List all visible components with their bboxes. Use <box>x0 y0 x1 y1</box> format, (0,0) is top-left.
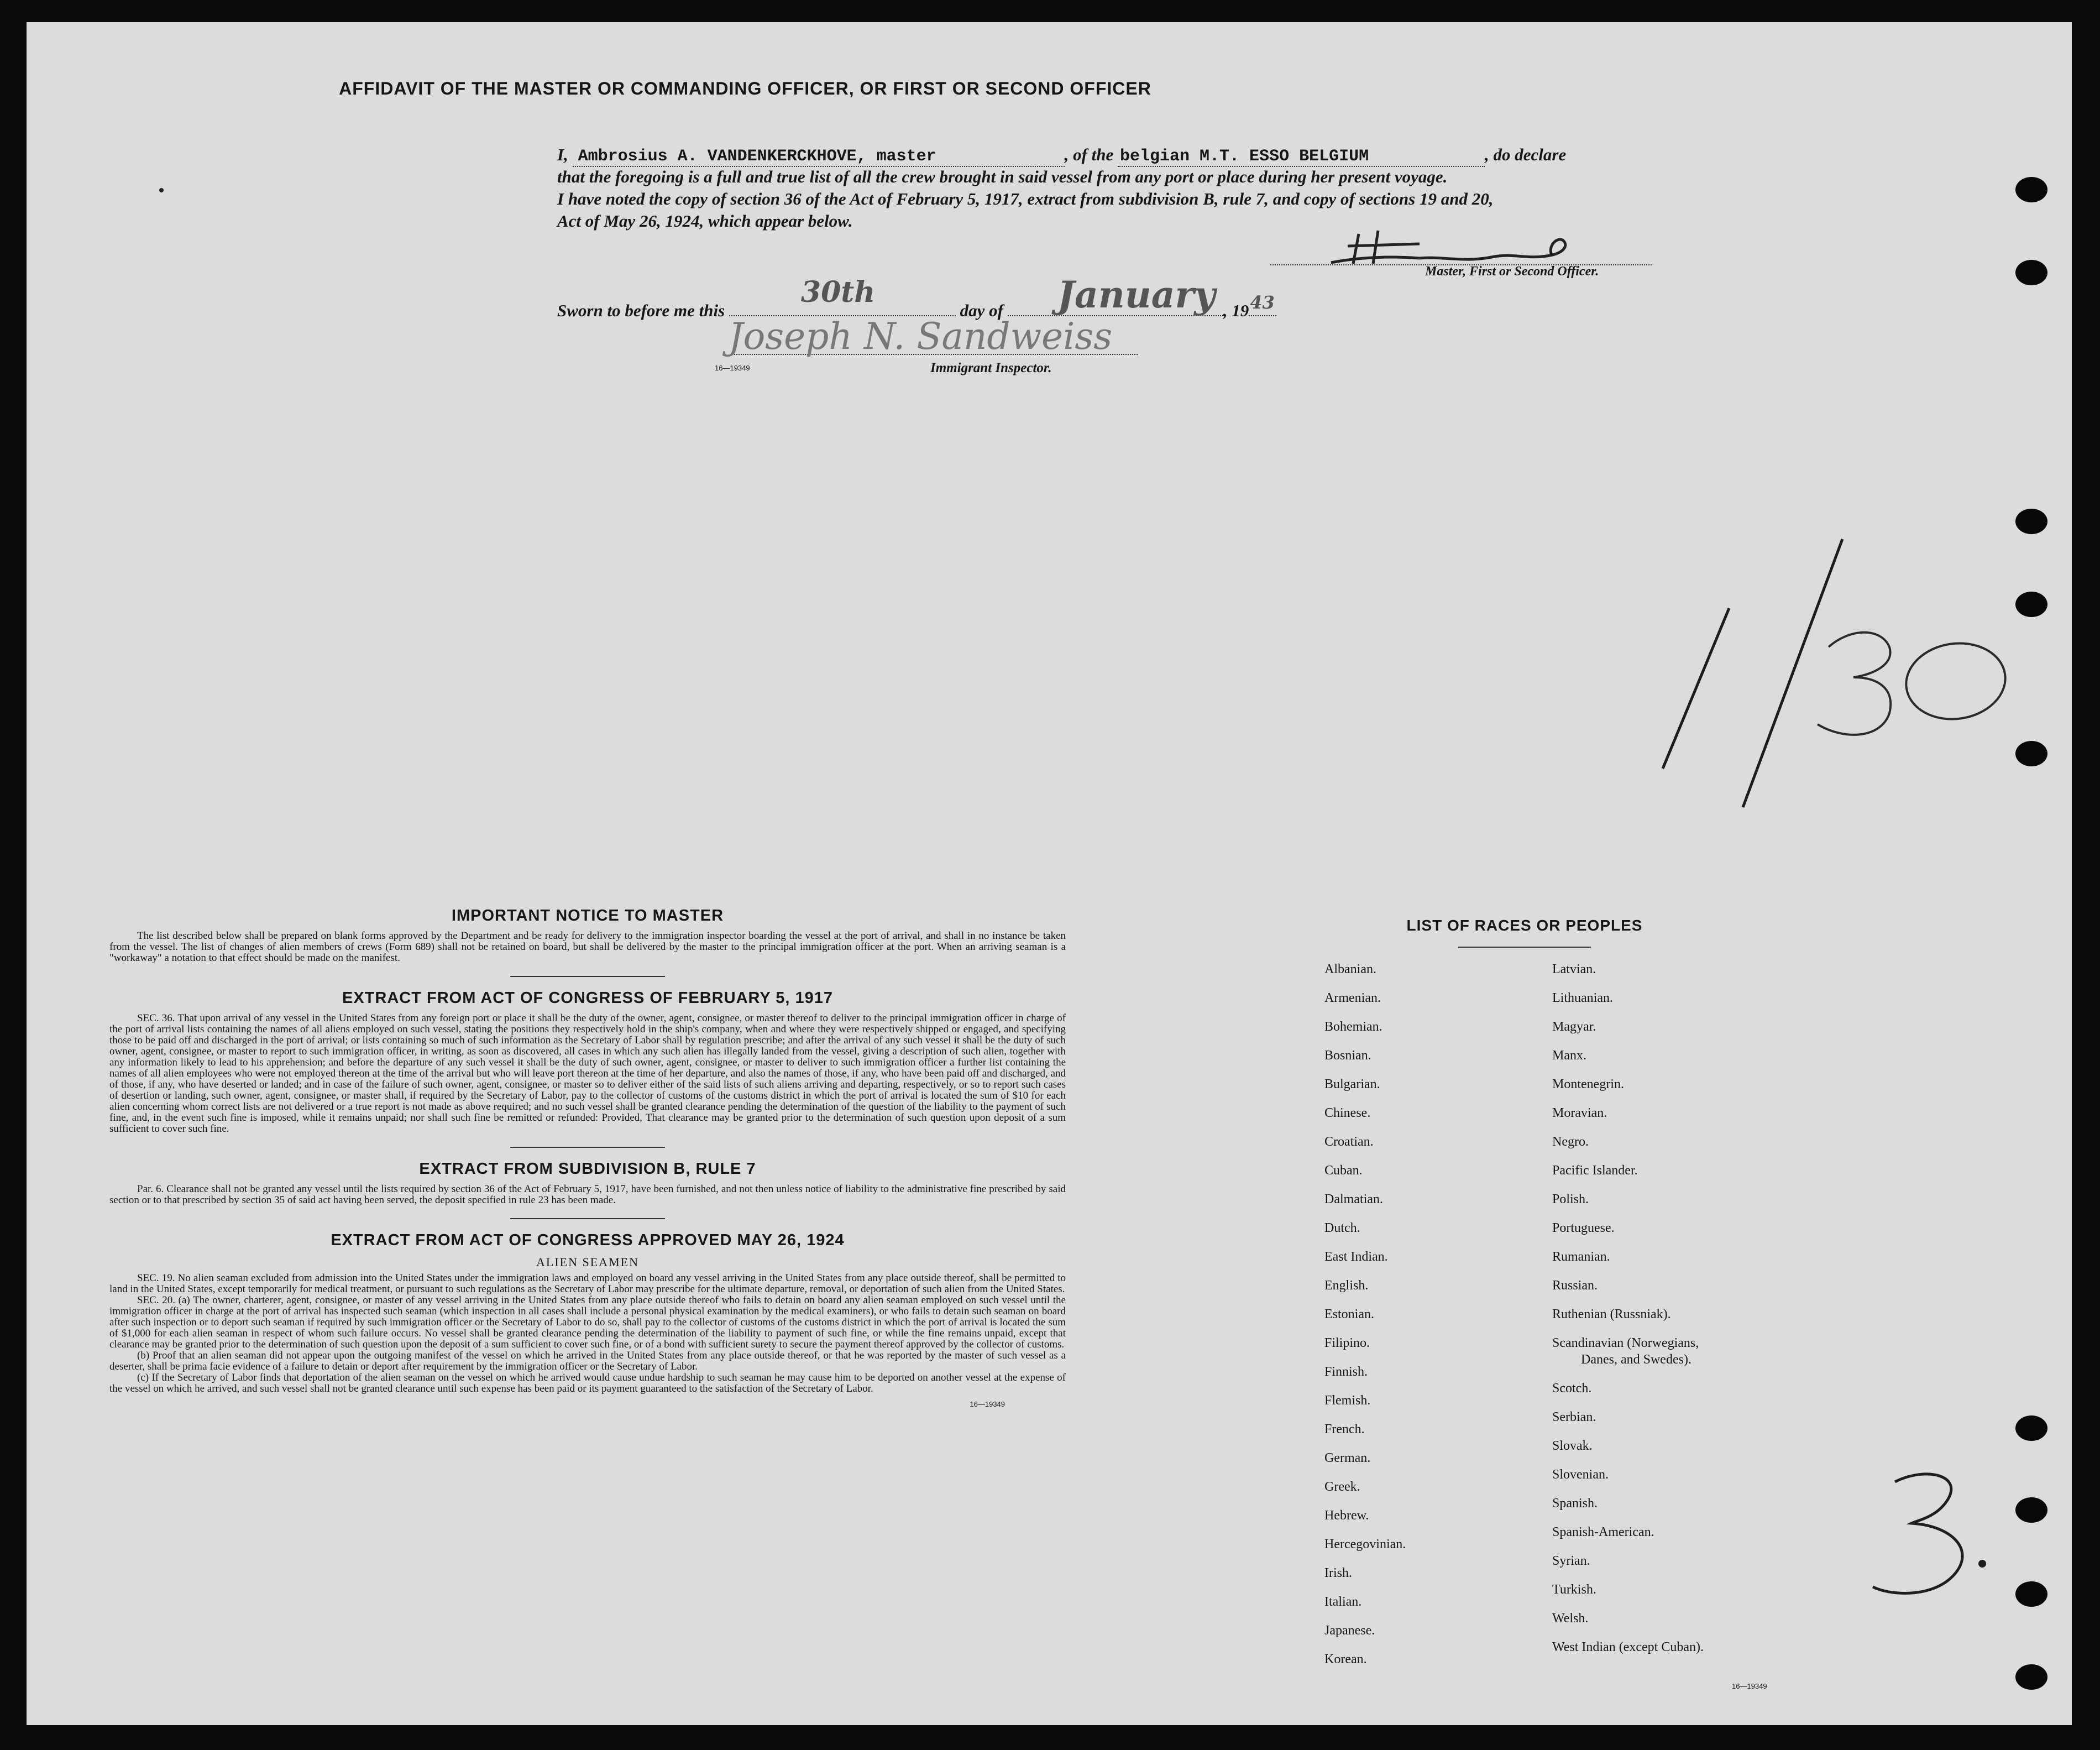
notice-body: The list described below shall be prepared on blank forms approved by the Department and be ready for delivery to the immigration inspector boarding the vessel at the port of arrival, and shall in no instance be taken from the vessel. The list of changes of alien members of crews (Form 689) shall not be retained on board, but shall be delivered by the master to the principal immigration officer at the port. When an arriving seaman is a "workaway" a notation to that effect should be made on the manifest. <box>109 930 1066 964</box>
race-item: Scandinavian (Norwegians, <box>1552 1336 1699 1350</box>
race-item: Hercegovinian. <box>1324 1537 1406 1552</box>
race-item: Hebrew. <box>1324 1508 1369 1523</box>
race-item: Turkish. <box>1552 1582 1596 1597</box>
extract-1924-sec19: SEC. 19. No alien seaman excluded from admission into the United States under the immigration laws and employed on board any vessel arriving in the United States from any place outside thereof, shall be permitted to land in the United States, except temporarily for medical treatment, or pursuant to such regulations as the Secretary of Labor may prescribe for the ultimate departure, removal, or deportation of such alien from the United States. <box>109 1272 1066 1295</box>
races-title: LIST OF RACES OR PEOPLES <box>1406 917 1643 934</box>
page-mark-text <box>1906 1515 1907 1516</box>
speck <box>159 188 164 192</box>
race-item: Ruthenian (Russniak). <box>1552 1307 1671 1321</box>
extract-rule7-body: Par. 6. Clearance shall not be granted any vessel until the lists required by section 36 of the Act of February 5, 1917, have been furnished, and not then unless notice of liability to the administrative fine prescribed by said section or to that prescribed by section 35 of said act having been served, the deposit specified in rule 23 has been made. <box>109 1183 1066 1206</box>
race-item: Filipino. <box>1324 1336 1370 1350</box>
sworn-month: January <box>1057 273 1216 316</box>
inspector-caption: Immigrant Inspector. <box>930 361 1052 375</box>
punch-hole <box>2015 1664 2047 1690</box>
race-item: Portuguese. <box>1552 1221 1615 1235</box>
race-item: Slovenian. <box>1552 1467 1609 1482</box>
race-item: Cuban. <box>1324 1163 1363 1178</box>
extract-1924-title: EXTRACT FROM ACT OF CONGRESS APPROVED MAY 26, 1924 <box>331 1231 845 1249</box>
extract-1917-body: SEC. 36. That upon arrival of any vessel in the United States from any foreign port or place it shall be the duty of the owner, agent, consignee, or master thereof to deliver to the principal immigration officer in charge of the port of arrival lists containing the names of all aliens employed on such vessel, stating the positions they respectively hold in the ship's company, when and where they were respectively shipped or engaged, and specifying those to be paid off and discharged in the port of arrival; or lists containing so much of such information as the Secretary of Labor shall by regulation prescribe; and after the arrival of any such vessel it shall be the duty of such owner, agent, consignee, or master to report to such immigration officer, in writing, as soon as discovered, all cases in which any such alien has illegally landed from the vessel, giving a description of such alien, together with any information likely to lead to his apprehension; and before the departure of any such vessel it shall be the duty of such owner, agent, consignee, or master to deliver to such immigration officer a further list containing the names of all alien employees who were not employed thereon at the time of the arrival but who will leave port thereon at the time of her departure, and also the names of those, if any, who have been paid off and discharged, and of those, if any, who have deserted or landed; and in case of the failure of such owner, agent, consignee, or master so to deliver either of the said lists of such aliens arriving and departing, respectively, or so to report such cases of desertion or landing, such owner, agent, consignee, or master shall, if required by the Secretary of Labor, pay to the collector of customs of the customs district in which the port of arrival is located the sum of $10 for each alien concerning whom correct lists are not delivered or a true report is not made as above required; and no such vessel shall be granted clearance pending the determination of the question of the liability to the payment of such fine, and, in the event such fine is imposed, while it remains unpaid; nor shall such fine be remitted or refunded: Provided, That clearance may be granted prior to the determination of such question upon deposit of a sum sufficient to cover such fine. <box>109 1012 1066 1135</box>
race-item: Irish. <box>1324 1566 1352 1580</box>
divider <box>510 1147 665 1148</box>
affidavit-line-4: Act of May 26, 1924, which appear below. <box>557 211 853 231</box>
race-item: Dalmatian. <box>1324 1192 1383 1206</box>
race-item: Greek. <box>1324 1480 1360 1494</box>
punch-hole <box>2015 260 2047 285</box>
extract-1924-sec20c: (c) If the Secretary of Labor finds that deportation of the alien seaman on the vessel on which he arrived would cause undue hardship to such seaman he may cause him to be deported on another vessel at the expense of the vessel on which he arrived, and such vessel shall not be granted clearance until such expense has been paid or its payment guaranteed to the satisfaction of the Secretary of Labor. <box>109 1372 1066 1394</box>
race-item: Croatian. <box>1324 1135 1374 1149</box>
race-item: Korean. <box>1324 1652 1367 1667</box>
divider <box>510 976 665 977</box>
sworn-day-field <box>729 275 956 316</box>
race-item: Finnish. <box>1324 1365 1368 1379</box>
sworn-day: 30th <box>800 275 876 309</box>
race-item: Scotch. <box>1552 1381 1592 1396</box>
race-item: Serbian. <box>1552 1410 1596 1424</box>
race-item: Polish. <box>1552 1192 1589 1206</box>
sworn-prefix: Sworn to before me this <box>557 301 725 320</box>
extract-form-number: 16—19349 <box>970 1400 1005 1408</box>
race-item: Pacific Islander. <box>1552 1163 1638 1178</box>
year-prefix: , 19 <box>1223 301 1249 320</box>
inspector-signature: Joseph N. Sandweiss <box>729 315 1113 358</box>
race-item: Welsh. <box>1552 1611 1589 1626</box>
race-item: French. <box>1324 1422 1365 1436</box>
date-mark <box>1630 509 2028 818</box>
affidavit-line-3: I have noted the copy of section 36 of the Act of February 5, 1917, extract from subdivision B, rule 7, and copy of sections 19 and 20, <box>557 189 1494 208</box>
day-of-label: day of <box>960 301 1003 320</box>
punch-hole <box>2015 1415 2047 1441</box>
race-item: Estonian. <box>1324 1307 1374 1321</box>
affidavit-title: AFFIDAVIT OF THE MASTER OR COMMANDING OFFICER, OR FIRST OR SECOND OFFICER <box>339 79 1151 98</box>
race-item: Manx. <box>1552 1048 1586 1063</box>
race-item: Bosnian. <box>1324 1048 1371 1063</box>
sworn-year: 43 <box>1250 292 1275 313</box>
race-item: East Indian. <box>1324 1250 1388 1264</box>
race-item: Slovak. <box>1552 1439 1593 1453</box>
do-declare-label: , do declare <box>1485 145 1567 164</box>
race-item: Dutch. <box>1324 1221 1360 1235</box>
punch-hole <box>2015 1497 2047 1523</box>
race-item: Spanish. <box>1552 1496 1598 1511</box>
race-item: Lithuanian. <box>1552 991 1613 1005</box>
affidavit-line-1 <box>557 145 1566 167</box>
extract-1924-subtitle: ALIEN SEAMEN <box>536 1255 639 1269</box>
date-mark-text <box>1685 713 1686 714</box>
master-caption: Master, First or Second Officer. <box>1425 264 1599 279</box>
race-item: German. <box>1324 1451 1371 1465</box>
race-item: Chinese. <box>1324 1106 1371 1120</box>
race-item: Russian. <box>1552 1278 1598 1293</box>
i-prefix: I, <box>557 145 568 164</box>
affidavit-form-number: 16—19349 <box>715 364 750 372</box>
divider <box>510 1218 665 1219</box>
race-item: Moravian. <box>1552 1106 1607 1120</box>
race-item: Armenian. <box>1324 991 1381 1005</box>
punch-hole <box>2015 1581 2047 1607</box>
race-item: Flemish. <box>1324 1393 1371 1408</box>
of-the-label: , of the <box>1064 145 1114 164</box>
race-item: Albanian. <box>1324 962 1376 976</box>
extract-1917-title: EXTRACT FROM ACT OF CONGRESS OF FEBRUARY 5, 1917 <box>342 989 834 1007</box>
race-item: Magyar. <box>1552 1020 1596 1034</box>
affidavit-line-2: that the foregoing is a full and true list of all the crew brought in said vessel from any port or place during her present voyage. <box>557 167 1448 186</box>
race-item: Danes, and Swedes). <box>1581 1352 1691 1367</box>
races-form-number: 16—19349 <box>1732 1682 1767 1690</box>
punch-hole <box>2015 177 2047 202</box>
extract-1924-sec20a: SEC. 20. (a) The owner, charterer, agent, consignee, or master of any vessel arriving in the United States from any place outside thereof who fails to detain on board any alien seaman employed on such vessel until the immigration officer in charge at the port of arrival has inspected such seaman (which inspection in all cases shall include a personal physical examination by the medical examiners), or who fails to detain such seaman on board after such inspection or to deport such seaman if required by such immigration officer or the Secretary of Labor to do so, shall pay to the collector of customs of the customs district in which the port of arrival is located the sum of $1,000 for each alien seaman in respect of whom such failure occurs. No vessel shall be granted clearance pending the determination of the liability to payment of such fine, or while the fine remains unpaid, except that clearance may be granted prior to the determination of such question upon the deposit of a sum sufficient to cover such fine, or of a bond with sufficient surety to secure the payment thereof approved by the collector of customs. <box>109 1294 1066 1350</box>
race-item: Spanish-American. <box>1552 1525 1654 1539</box>
race-item: Bohemian. <box>1324 1020 1382 1034</box>
race-item: Negro. <box>1552 1135 1589 1149</box>
vessel-name: belgian M.T. ESSO BELGIUM <box>1118 147 1485 167</box>
document-page <box>27 22 2072 1725</box>
extract-1924-sec20b: (b) Proof that an alien seaman did not appear upon the outgoing manifest of the vessel on which he arrived in the United States from any place outside thereof, or that he was reported by the master of such vessel as a deserter, shall be prima facie evidence of a failure to detain or deport after requirement by the immigration officer or the Secretary of Labor. <box>109 1350 1066 1372</box>
race-item: Italian. <box>1324 1595 1362 1609</box>
race-item: Rumanian. <box>1552 1250 1610 1264</box>
extract-rule7-title: EXTRACT FROM SUBDIVISION B, RULE 7 <box>419 1160 756 1178</box>
sworn-month-field <box>1008 273 1223 316</box>
race-item: Montenegrin. <box>1552 1077 1624 1091</box>
sworn-year-field <box>1249 292 1276 316</box>
race-item: Latvian. <box>1552 962 1596 976</box>
race-item: Bulgarian. <box>1324 1077 1380 1091</box>
race-item: Japanese. <box>1324 1623 1375 1638</box>
master-name: Ambrosius A. VANDENKERCKHOVE, master <box>573 147 1065 167</box>
race-item: English. <box>1324 1278 1369 1293</box>
notice-title: IMPORTANT NOTICE TO MASTER <box>451 907 724 924</box>
page-mark <box>1867 1465 1994 1603</box>
divider <box>1458 947 1591 948</box>
notice-column <box>109 907 1066 1408</box>
race-item: West Indian (except Cuban). <box>1552 1640 1704 1654</box>
race-item: Syrian. <box>1552 1554 1590 1568</box>
